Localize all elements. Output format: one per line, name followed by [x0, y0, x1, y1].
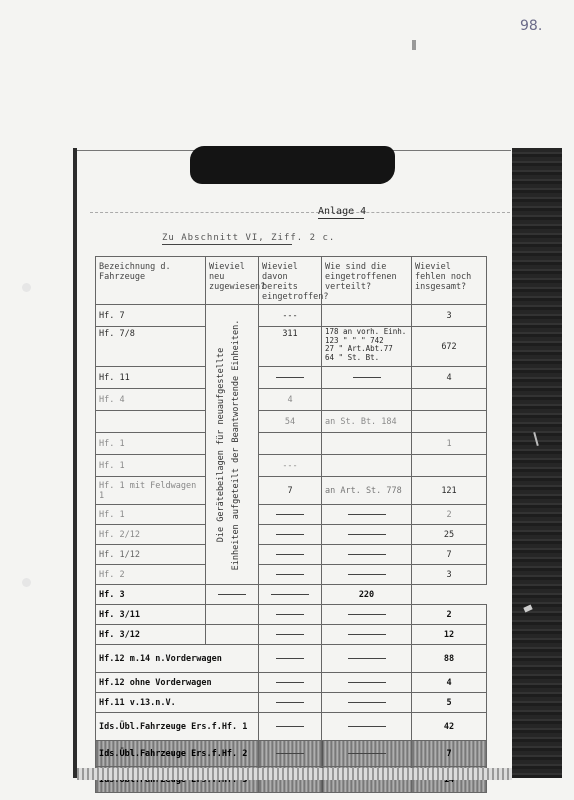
punch-hole [22, 283, 31, 292]
table-row [96, 625, 487, 645]
row-missing: 220 [322, 585, 412, 605]
dash-mark [348, 753, 386, 754]
merged-note-line: Die Gerätebeilagen für neuaufgestellte [216, 347, 226, 542]
row-missing: 25 [412, 525, 487, 545]
row-assigned [206, 625, 259, 645]
table-row [96, 545, 487, 565]
column-header-received: Wieviel davon bereits eingetroffen? [259, 257, 322, 305]
annex-label: Anlage 4 [318, 206, 367, 217]
table-row [96, 367, 487, 389]
column-header-vehicle: Bezeichnung d. Fahrzeuge [96, 257, 206, 305]
bottom-scan-strip [77, 768, 512, 780]
dash-mark [276, 514, 304, 515]
row-missing: 88 [412, 645, 487, 673]
row-vehicle: Hf. 3/11 [96, 605, 206, 625]
row-missing: 4 [412, 673, 487, 693]
row-distribution [322, 525, 412, 545]
dash-mark [348, 682, 386, 683]
row-received [259, 693, 322, 713]
table-row [96, 713, 487, 741]
table-row [96, 433, 487, 455]
row-vehicle: Hf. 7 [96, 305, 206, 327]
row-assigned [206, 605, 259, 625]
dash-mark [348, 514, 386, 515]
row-received: 54 [259, 411, 322, 433]
row-distribution [322, 741, 412, 767]
row-missing: 3 [412, 565, 487, 585]
dash-mark [276, 554, 304, 555]
table-row [96, 411, 487, 433]
dash-mark [348, 634, 386, 635]
dash-mark [218, 594, 246, 595]
table-row [96, 477, 487, 505]
row-received: 311 [259, 327, 322, 367]
row-missing [412, 389, 487, 411]
row-vehicle: Hf. 3/12 [96, 625, 206, 645]
row-distribution [322, 713, 412, 741]
row-missing: 42 [412, 713, 487, 741]
row-vehicle: Hf. 1 [96, 455, 206, 477]
row-missing: 7 [412, 545, 487, 565]
row-distribution [322, 625, 412, 645]
table-row [96, 741, 487, 767]
row-distribution: 178 an vorh. Einh. 123 " " " 742 27 " Art.Abt.77 64 " St. Bt. [322, 327, 412, 367]
dash-mark [276, 534, 304, 535]
row-received [259, 673, 322, 693]
row-distribution [322, 505, 412, 525]
row-distribution [322, 645, 412, 673]
row-vehicle: Hf. 11 [96, 367, 206, 389]
table-row [96, 455, 487, 477]
row-received [259, 625, 322, 645]
row-distribution [322, 367, 412, 389]
row-vehicle: Hf. 7/8 [96, 327, 206, 367]
row-missing: 5 [412, 693, 487, 713]
row-distribution [322, 305, 412, 327]
column-header-assigned: Wieviel neu zugewiesen? [206, 257, 259, 305]
row-vehicle: Hf.12 ohne Vorderwagen [96, 673, 259, 693]
row-received [259, 565, 322, 585]
row-missing: 7 [412, 741, 487, 767]
dash-mark [276, 658, 304, 659]
column-header-distribution: Wie sind die eingetroffenen verteilt? [322, 257, 412, 305]
row-received [259, 545, 322, 565]
dash-mark [353, 377, 381, 378]
vehicle-table [95, 256, 487, 793]
merged-note-cell [206, 305, 259, 585]
row-received: --- [259, 305, 322, 327]
row-missing: 2 [412, 605, 487, 625]
row-missing: 12 [412, 625, 487, 645]
dash-mark [271, 594, 309, 595]
row-distribution [322, 605, 412, 625]
row-vehicle: Hf.11 v.13.n.V. [96, 693, 259, 713]
dash-mark [348, 726, 386, 727]
row-received [259, 525, 322, 545]
row-missing: 121 [412, 477, 487, 505]
row-missing: 2 [412, 505, 487, 525]
row-vehicle: Hf. 1 [96, 433, 206, 455]
dash-mark [348, 574, 386, 575]
row-vehicle: Ids.Übl.Fahrzeuge Ers.f.Hf. 2 [96, 741, 259, 767]
row-vehicle: Hf. 1/12 [96, 545, 206, 565]
column-header-missing: Wieviel fehlen noch insgesamt? [412, 257, 487, 305]
table-row [96, 389, 487, 411]
row-distribution [322, 545, 412, 565]
row-received [259, 605, 322, 625]
dash-mark [276, 574, 304, 575]
row-received [259, 741, 322, 767]
row-received [259, 367, 322, 389]
row-received [259, 505, 322, 525]
row-distribution [322, 565, 412, 585]
page-left-edge [73, 148, 77, 778]
dash-mark [348, 614, 386, 615]
row-vehicle: Hf. 3 [96, 585, 206, 605]
dash-mark [348, 658, 386, 659]
row-distribution [322, 433, 412, 455]
row-vehicle: Hf. 2/12 [96, 525, 206, 545]
dash-mark [276, 702, 304, 703]
row-distribution [322, 693, 412, 713]
row-missing [412, 411, 487, 433]
redaction-bar [190, 146, 395, 184]
row-distribution [322, 455, 412, 477]
table-row [96, 565, 487, 585]
table-row [96, 327, 487, 367]
row-distribution: an St. Bt. 184 [322, 411, 412, 433]
row-received: 4 [259, 389, 322, 411]
dash-mark [276, 753, 304, 754]
reference-label: Zu Abschnitt VI, Ziff. 2 c. [162, 233, 336, 243]
smudge [412, 40, 416, 50]
punch-hole [22, 578, 31, 587]
row-vehicle [96, 411, 206, 433]
row-distribution [322, 389, 412, 411]
row-missing: 1 [412, 433, 487, 455]
dash-mark [348, 702, 386, 703]
table-row [96, 305, 487, 327]
dash-mark [348, 554, 386, 555]
row-distribution [322, 673, 412, 693]
table-header-row [96, 257, 487, 305]
dash-mark [276, 614, 304, 615]
row-distribution: an Art. St. 778 [322, 477, 412, 505]
row-received [259, 645, 322, 673]
row-vehicle: Hf.12 m.14 n.Vorderwagen [96, 645, 259, 673]
row-missing: 4 [412, 367, 487, 389]
dash-mark [276, 634, 304, 635]
annex-underline [318, 218, 364, 219]
row-received [206, 585, 259, 605]
row-missing [412, 455, 487, 477]
row-vehicle: Ids.Übl.Fahrzeuge Ers.f.Hf. 1 [96, 713, 259, 741]
table-row [96, 505, 487, 525]
dash-mark [276, 682, 304, 683]
table-row [96, 605, 487, 625]
page-right-edge-shadow [512, 148, 562, 778]
row-vehicle: Hf. 2 [96, 565, 206, 585]
row-vehicle: Hf. 1 mit Feldwagen 1 [96, 477, 206, 505]
row-missing: 3 [412, 305, 487, 327]
table-row [96, 525, 487, 545]
dash-mark [276, 726, 304, 727]
row-received [259, 713, 322, 741]
row-received [259, 433, 322, 455]
row-distribution [259, 585, 322, 605]
row-received: --- [259, 455, 322, 477]
page-number: 98. [520, 18, 543, 34]
row-received: 7 [259, 477, 322, 505]
reference-underline [162, 244, 292, 245]
dash-mark [276, 377, 304, 378]
row-vehicle: Hf. 4 [96, 389, 206, 411]
dash-mark [348, 534, 386, 535]
merged-note-line: Einheiten aufgeteilt der Beantwortende Einheiten. [231, 319, 241, 570]
row-vehicle: Hf. 1 [96, 505, 206, 525]
table-row [96, 693, 487, 713]
row-missing: 672 [412, 327, 487, 367]
table-row [96, 585, 487, 605]
table-row [96, 673, 487, 693]
table-row [96, 645, 487, 673]
header-dashed-rule [90, 212, 510, 213]
